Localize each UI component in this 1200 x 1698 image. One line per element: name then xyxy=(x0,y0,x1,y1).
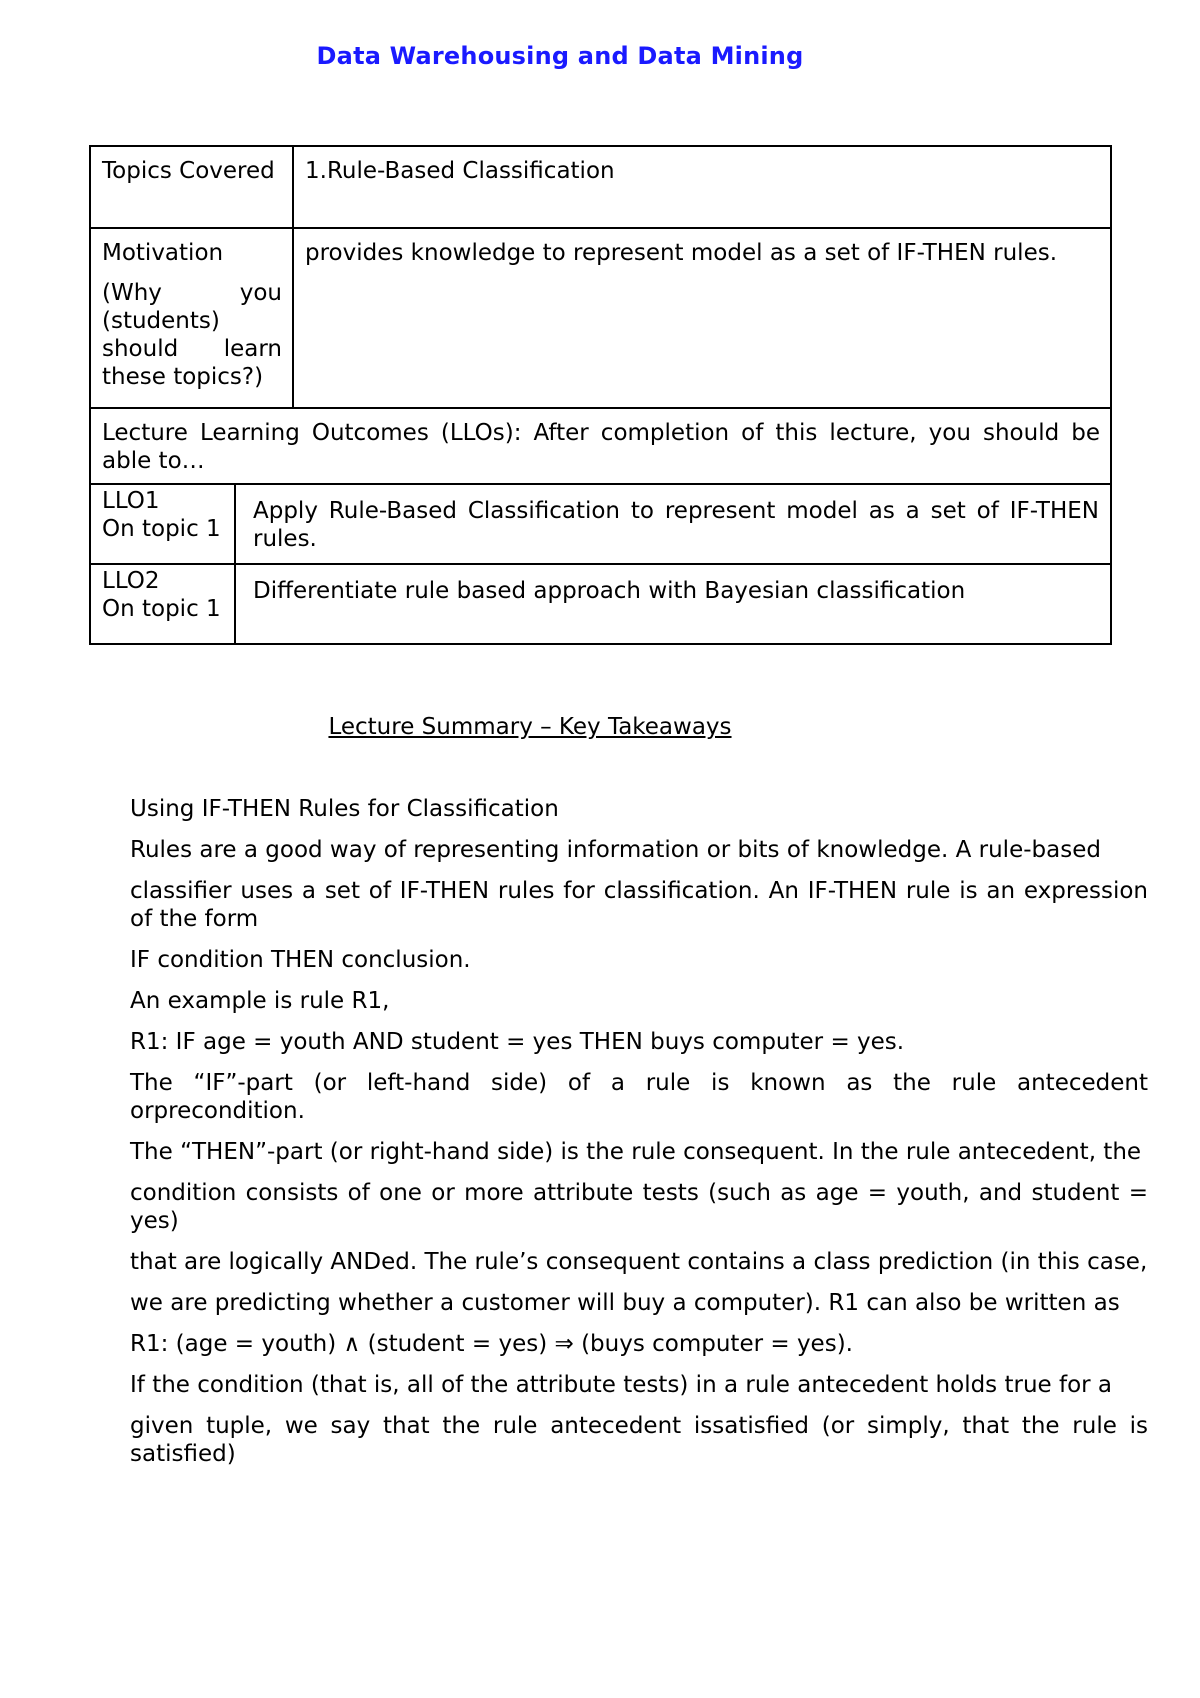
summary-paragraph: that are logically ANDed. The rule’s consequent contains a class prediction (in this case, xyxy=(130,1249,1148,1275)
llo2-topic: On topic 1 xyxy=(102,596,221,622)
summary-paragraph: we are predicting whether a customer will buy a computer). R1 can also be written as xyxy=(130,1290,1120,1316)
motivation-label: Motivation xyxy=(102,240,224,266)
summary-paragraph: The “THEN”-part (or right-hand side) is the rule consequent. In the rule antecedent, the xyxy=(130,1139,1142,1165)
llo1-text: Apply Rule-Based Classification to represent model as a set of IF-THEN rules. xyxy=(235,485,1110,564)
llo-table xyxy=(91,485,1110,643)
motivation-value: provides knowledge to represent model as a set of IF-THEN rules. xyxy=(293,228,1111,408)
llo2-label xyxy=(91,564,235,643)
summary-paragraph: IF condition THEN conclusion. xyxy=(130,947,471,973)
summary-paragraph: The “IF”-part (or left-hand side) of a rule is known as the rule antecedent orprecondition. xyxy=(130,1070,1148,1124)
topics-value: 1.Rule-Based Classification xyxy=(293,146,1111,228)
summary-paragraph: given tuple, we say that the rule antecedent issatisfied (or simply, that the rule is satisfied) xyxy=(130,1413,1148,1467)
summary-paragraph: Using IF-THEN Rules for Classification xyxy=(130,796,559,822)
summary-paragraph: Rules are a good way of representing information or bits of knowledge. A rule-based xyxy=(130,837,1101,863)
llo-header-row xyxy=(90,408,1111,484)
summary-paragraph: classifier uses a set of IF-THEN rules for classification. An IF-THEN rule is an expression of the form xyxy=(130,878,1148,932)
summary-heading: Lecture Summary – Key Takeaways xyxy=(328,714,732,740)
llo-container-row xyxy=(90,484,1111,644)
llo-header: Lecture Learning Outcomes (LLOs): After completion of this lecture, you should be able to… xyxy=(90,408,1111,484)
topics-label: Topics Covered xyxy=(90,146,293,228)
summary-paragraph: If the condition (that is, all of the attribute tests) in a rule antecedent holds true for a xyxy=(130,1372,1113,1398)
summary-paragraph: condition consists of one or more attribute tests (such as age = youth, and student = yes) xyxy=(130,1180,1148,1234)
summary-paragraph: R1: (age = youth) ∧ (student = yes) ⇒ (buys computer = yes). xyxy=(130,1331,853,1357)
llo1-topic: On topic 1 xyxy=(102,516,221,542)
llo2-id: LLO2 xyxy=(102,568,160,594)
summary-paragraph: An example is rule R1, xyxy=(130,988,390,1014)
llo-row-2 xyxy=(91,564,1110,643)
llo2-text: Differentiate rule based approach with Bayesian classification xyxy=(235,564,1110,643)
llo1-label xyxy=(91,485,235,564)
llo-container xyxy=(90,484,1111,644)
motivation-subtext: (Why you (students) should learn these topics?) xyxy=(102,280,282,390)
document-title: Data Warehousing and Data Mining xyxy=(316,42,804,70)
llo1-id: LLO1 xyxy=(102,488,160,514)
summary-paragraph: R1: IF age = youth AND student = yes THEN buys computer = yes. xyxy=(130,1029,905,1055)
topics-row xyxy=(90,146,1111,228)
motivation-row xyxy=(90,228,1111,408)
motivation-cell xyxy=(90,228,293,408)
lecture-info-table xyxy=(89,145,1112,645)
llo-row-1 xyxy=(91,485,1110,564)
summary-body xyxy=(130,795,1148,1481)
